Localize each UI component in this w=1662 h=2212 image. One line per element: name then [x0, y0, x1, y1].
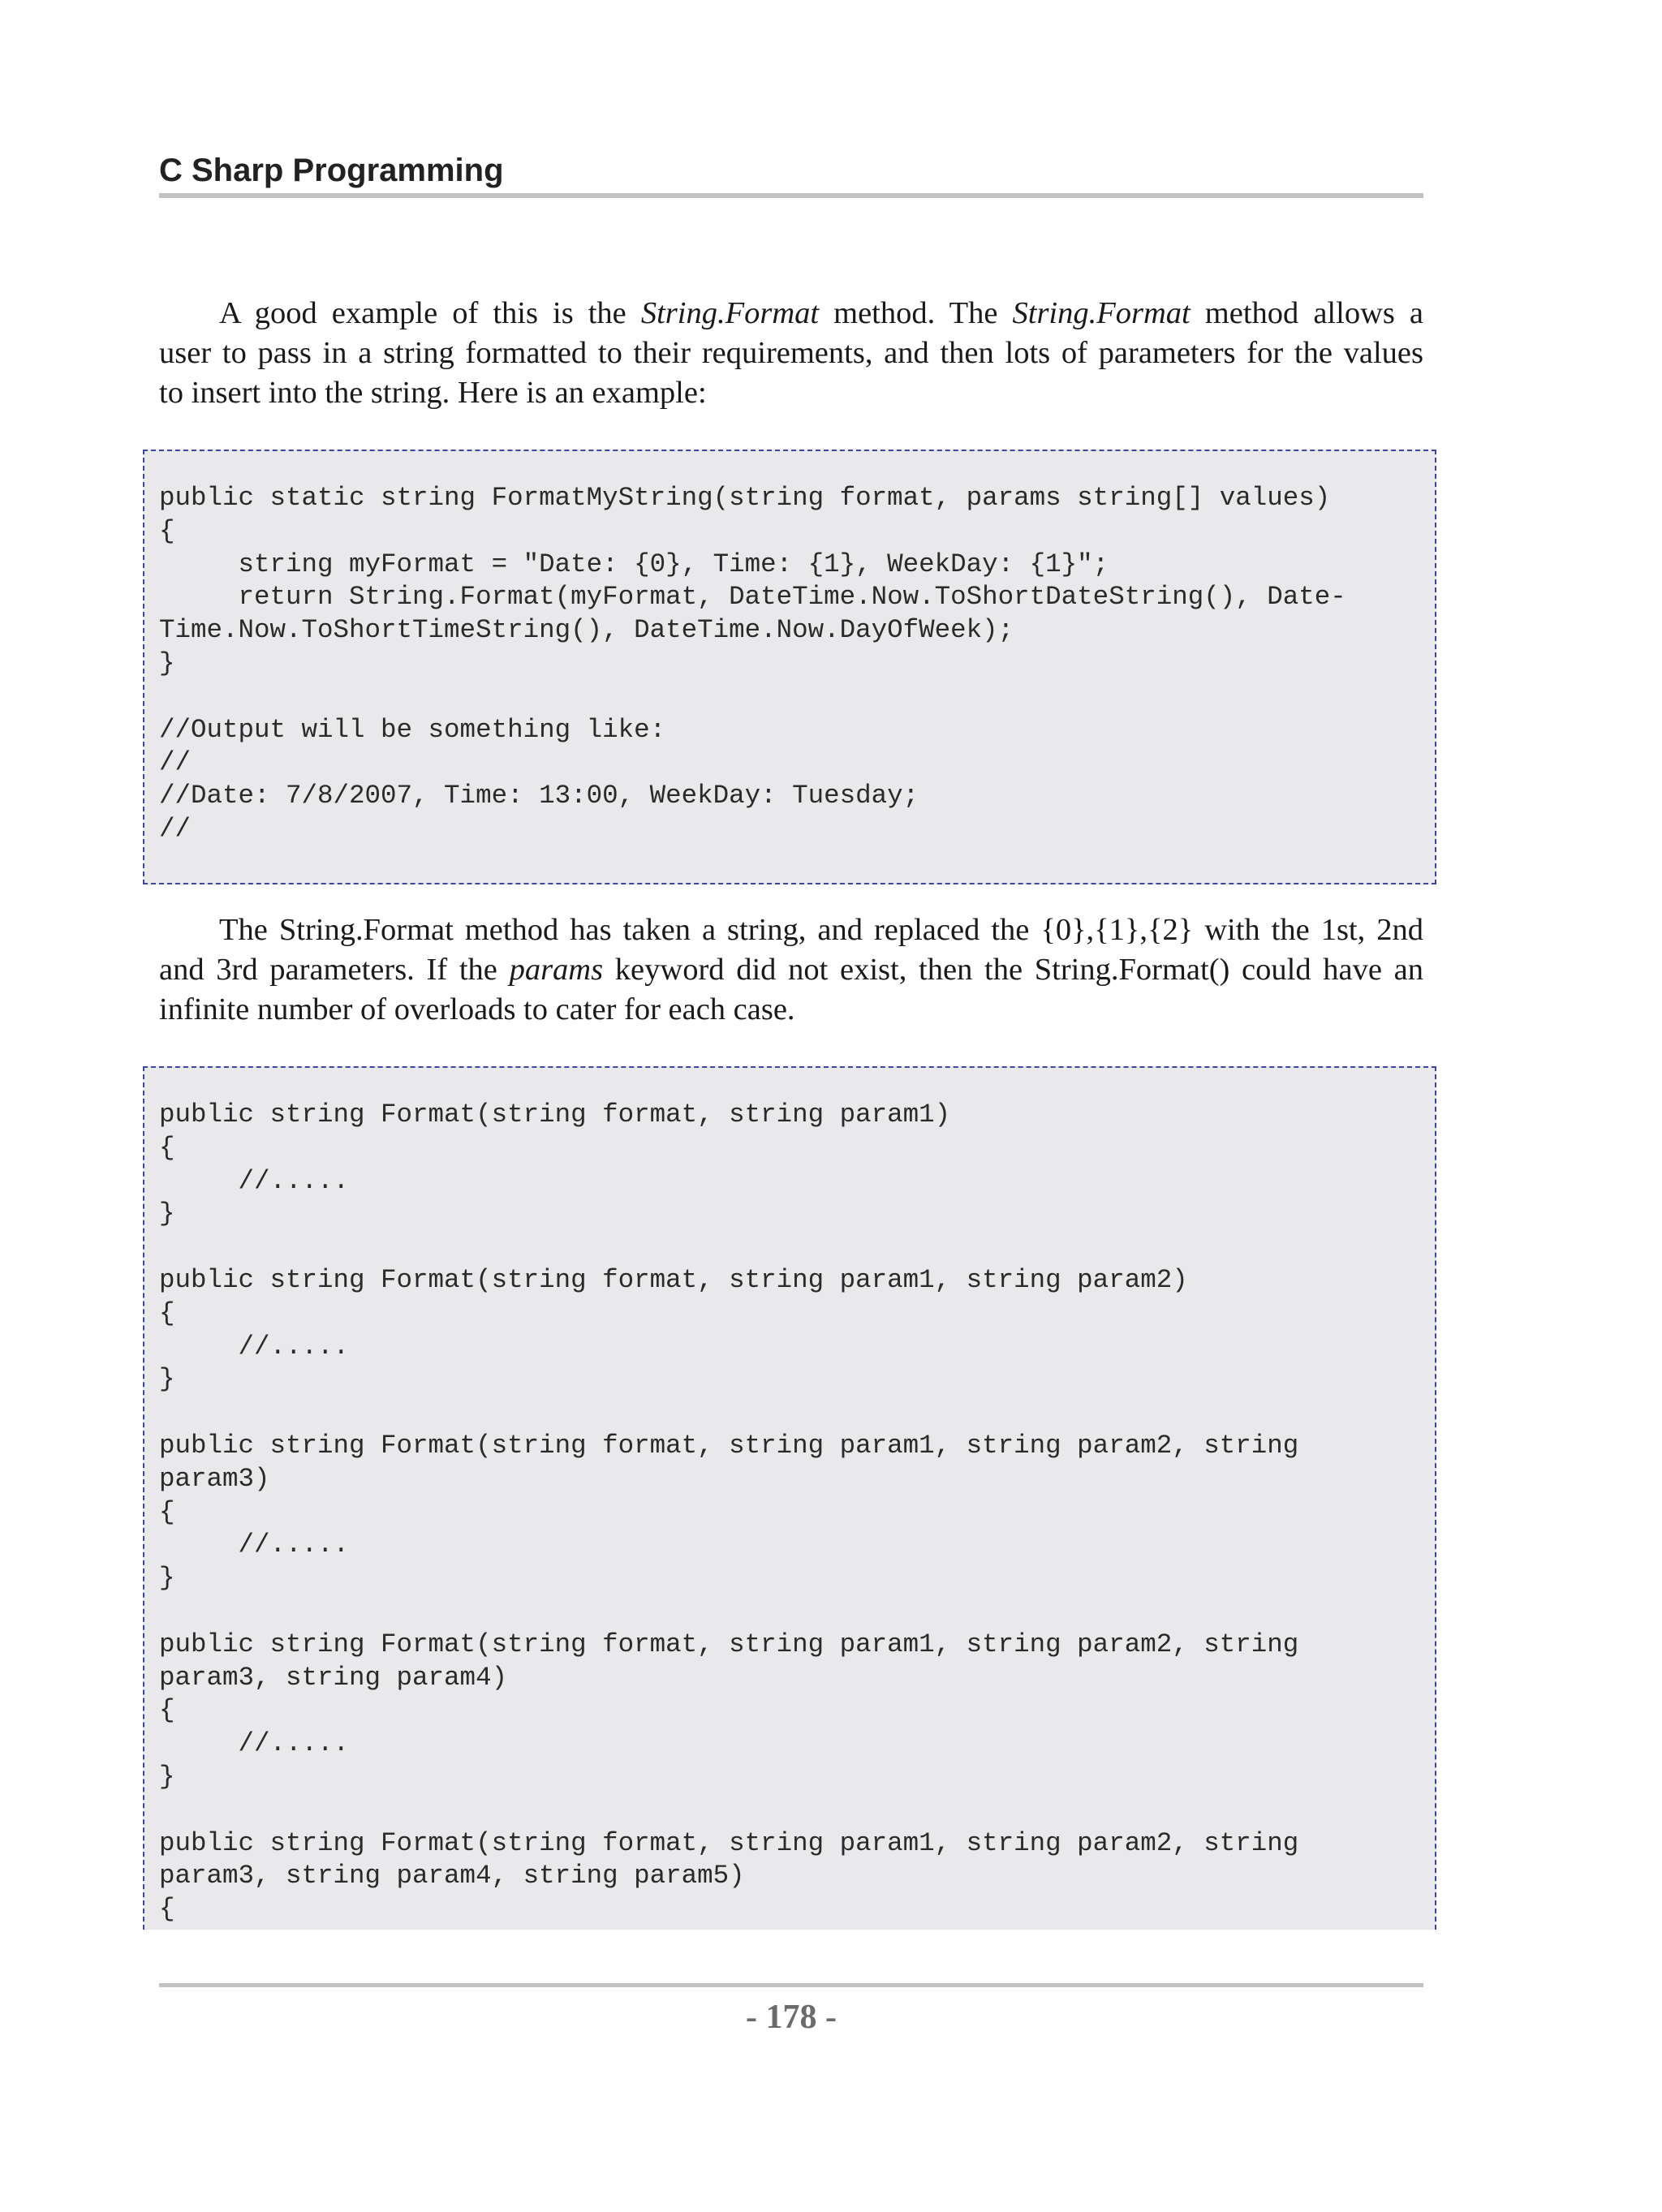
italic-term: params	[509, 953, 604, 987]
paragraph-params-explanation	[159, 910, 1423, 1030]
code-block-format-overloads	[143, 1066, 1436, 1930]
paragraph-line: The String.Format method has taken a string, and replaced the {0},{1},{2} with the 1st, 2nd	[219, 913, 1423, 947]
text-run: keyword did not exist, then the String.Format() could have an	[603, 953, 1423, 987]
text-run: method. The	[819, 296, 1013, 330]
code-text: public string Format(string format, string param1) { //..... } public string Format(string format, string param1, string param2) { //..... } public string Format(string format, string param1, string param2, string param3) { //..... } public string Format(string format, string param1, string param2, string param3, string param4) { //..... } public string Format(string format, string param1, string param2, string param3, string param4, string param5) {	[159, 1100, 1299, 1925]
text-run: method allows a	[1190, 296, 1423, 330]
page-number: - 178 -	[746, 1999, 837, 2036]
text-run: A good example of this is the	[219, 296, 641, 330]
header-rule	[159, 193, 1423, 198]
paragraph-string-format-intro	[159, 294, 1423, 413]
paragraph-line: infinite number of overloads to cater for each case.	[159, 992, 795, 1026]
code-text: public static string FormatMyString(string format, params string[] values) { string myFormat = "Date: {0}, Time: {1}, WeekDay: {1}"; return String.Format(myFormat, DateTime.Now.ToShortDateString(), Date- Time.Now.ToShortTimeString(), DateTime.Now.DayOfWeek); } //Output will be something like: // //Date: 7/8/2007, Time: 13:00, WeekDay: Tuesday; //	[159, 483, 1346, 844]
paragraph-line	[159, 950, 1423, 990]
text-run: and 3rd parameters. If the	[159, 953, 510, 987]
paragraph-line: user to pass in a string formatted to their requirements, and then lots of parameters for the values	[159, 336, 1423, 370]
italic-term: String.Format	[1012, 296, 1191, 330]
footer-rule	[159, 1983, 1423, 1987]
paragraph-line: to insert into the string. Here is an example:	[159, 376, 707, 410]
code-block-format-my-string	[143, 450, 1436, 884]
paragraph-line	[159, 294, 1423, 334]
running-title: C Sharp Programming	[159, 153, 504, 188]
italic-term: String.Format	[640, 296, 820, 330]
